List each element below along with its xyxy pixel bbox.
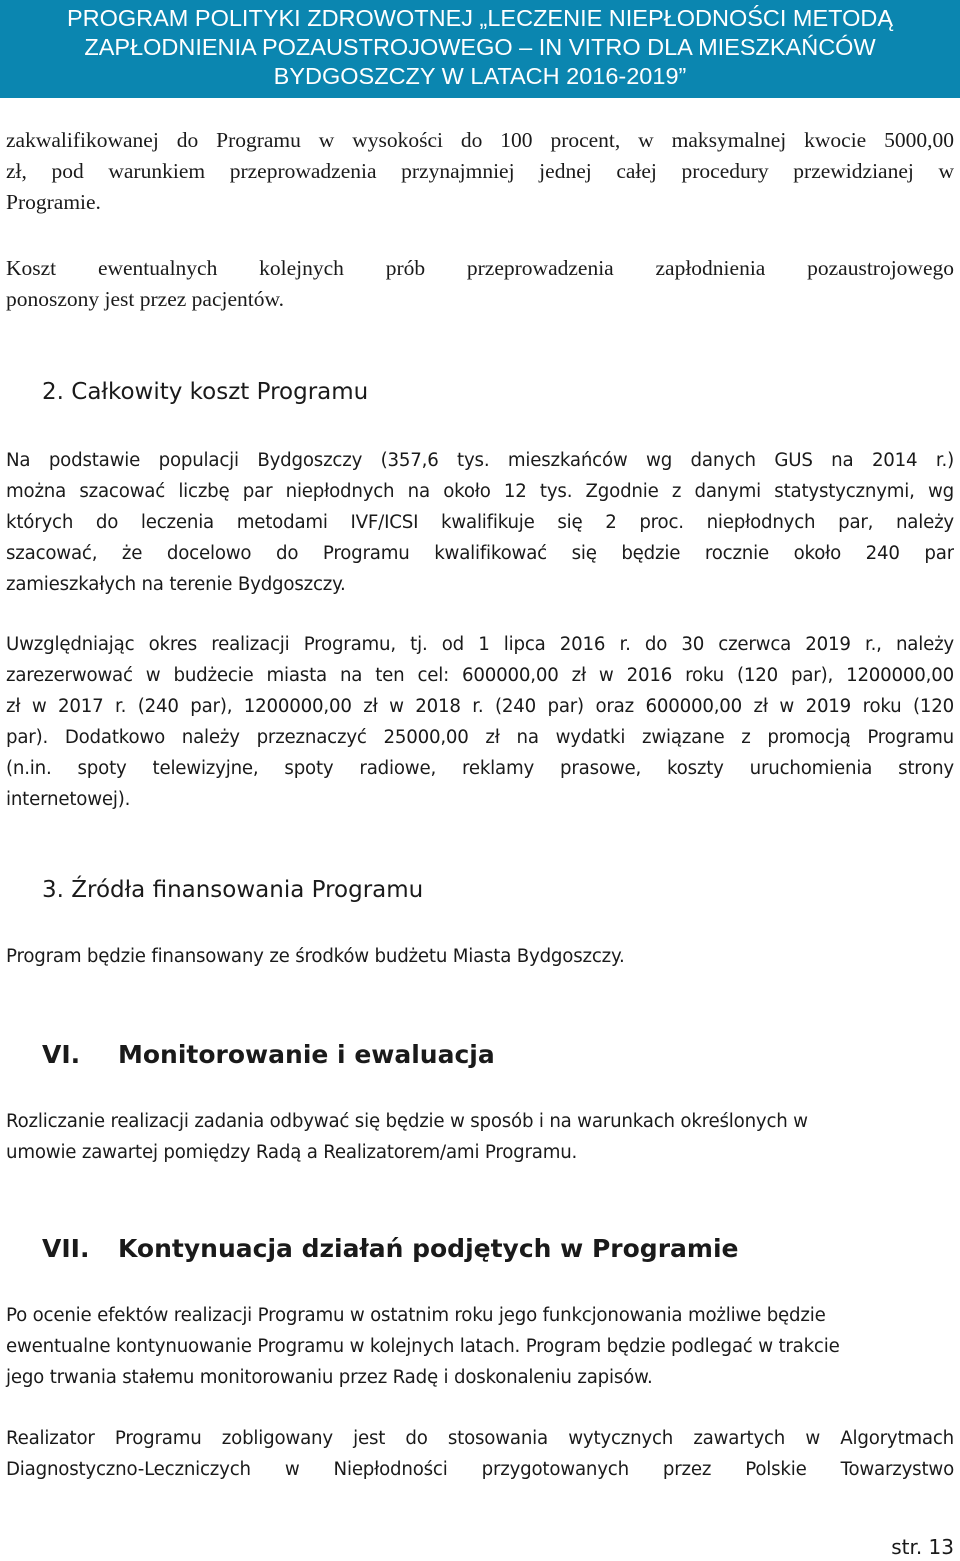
paragraph-line: zł, pod warunkiem przeprowadzenia przynajmniej jednej całej procedury przewidzianej w [6, 159, 954, 183]
header-title-line-1: PROGRAM POLITYKI ZDROWOTNEJ „LECZENIE NIEPŁODNOŚCI METODĄ [66, 5, 894, 31]
page-number: str. 13 [891, 1535, 954, 1559]
paragraph-line: szacować, że docelowo do Programu kwalifikować się będzie rocznie około 240 par [6, 543, 954, 564]
paragraph-line: umowie zawartej pomiędzy Radą a Realizatorem/ami Programu. [6, 1142, 578, 1163]
paragraph-line: (n.in. spoty telewizyjne, spoty radiowe, reklamy prasowe, koszty uruchomienia strony [6, 758, 954, 779]
paragraph-line: zakwalifikowanej do Programu w wysokości do 100 procent, w maksymalnej kwocie 5000,00 [6, 128, 954, 152]
section-vi-number: VI. [42, 1040, 81, 1069]
paragraph-line: Koszt ewentualnych kolejnych prób przeprowadzenia zapłodnienia pozaustrojowego [6, 256, 954, 280]
paragraph-koszt [6, 253, 954, 315]
section-vi-paragraph [6, 1106, 954, 1168]
paragraph-line: można szacować liczbę par niepłodnych na około 12 tys. Zgodnie z danymi statystycznymi, wg [6, 481, 954, 502]
section-3-paragraph [6, 941, 954, 972]
section-vi-title: Monitorowanie i ewaluacja [118, 1040, 495, 1069]
paragraph-line: Realizator Programu zobligowany jest do stosowania wytycznych zawartych w Algorytmach [6, 1428, 954, 1449]
paragraph-line: zł w 2017 r. (240 par), 1200000,00 zł w 2018 r. (240 par) oraz 600000,00 zł w 2019 roku (120 [6, 696, 954, 717]
paragraph-line: zamieszkałych na terenie Bydgoszczy. [6, 574, 346, 595]
document-header-banner [0, 0, 960, 98]
section-2-heading: 2. Całkowity koszt Programu [42, 379, 369, 405]
header-title-line-2: ZAPŁODNIENIA POZAUSTROJOWEGO – IN VITRO DLA MIESZKAŃCÓW [84, 34, 876, 60]
paragraph-line: Rozliczanie realizacji zadania odbywać się będzie w sposób i na warunkach określonych w [6, 1111, 808, 1132]
paragraph-line: ewentualne kontynuowanie Programu w kolejnych latach. Program będzie podlegać w trakcie [6, 1336, 840, 1357]
section-vii-title: Kontynuacja działań podjętych w Programie [118, 1234, 739, 1263]
section-2-paragraph-1 [6, 445, 954, 600]
header-title-line-3: BYDGOSZCZY W LATACH 2016-2019” [273, 63, 687, 89]
paragraph-continuation [6, 125, 954, 218]
paragraph-line: par). Dodatkowo należy przeznaczyć 25000,00 zł na wydatki związane z promocją Programu [6, 727, 954, 748]
section-vii-paragraph-2 [6, 1423, 954, 1485]
paragraph-line: jego trwania stałemu monitorowaniu przez Radę i doskonaleniu zapisów. [6, 1367, 653, 1388]
section-vii-number: VII. [42, 1234, 90, 1263]
paragraph-line: Program będzie finansowany ze środków budżetu Miasta Bydgoszczy. [6, 946, 625, 967]
section-3-heading: 3. Źródła finansowania Programu [42, 877, 424, 903]
paragraph-line: ponoszony jest przez pacjentów. [6, 287, 285, 311]
paragraph-line: Po ocenie efektów realizacji Programu w ostatnim roku jego funkcjonowania możliwe będzie [6, 1305, 826, 1326]
paragraph-line: Diagnostyczno-Leczniczych w Niepłodności przygotowanych przez Polskie Towarzystwo [6, 1459, 954, 1480]
paragraph-line: Uwzględniając okres realizacji Programu, tj. od 1 lipca 2016 r. do 30 czerwca 2019 r., należy [6, 634, 954, 655]
paragraph-line: internetowej). [6, 789, 131, 810]
paragraph-line: Programie. [6, 190, 101, 214]
paragraph-line: Na podstawie populacji Bydgoszczy (357,6 tys. mieszkańców wg danych GUS na 2014 r.) [6, 450, 954, 471]
section-2-paragraph-2 [6, 629, 954, 815]
section-vii-paragraph-1 [6, 1300, 954, 1393]
paragraph-line: których do leczenia metodami IVF/ICSI kwalifikuje się 2 proc. niepłodnych par, należy [6, 512, 954, 533]
paragraph-line: zarezerwować w budżecie miasta na ten cel: 600000,00 zł w 2016 roku (120 par), 1200000,00 [6, 665, 954, 686]
